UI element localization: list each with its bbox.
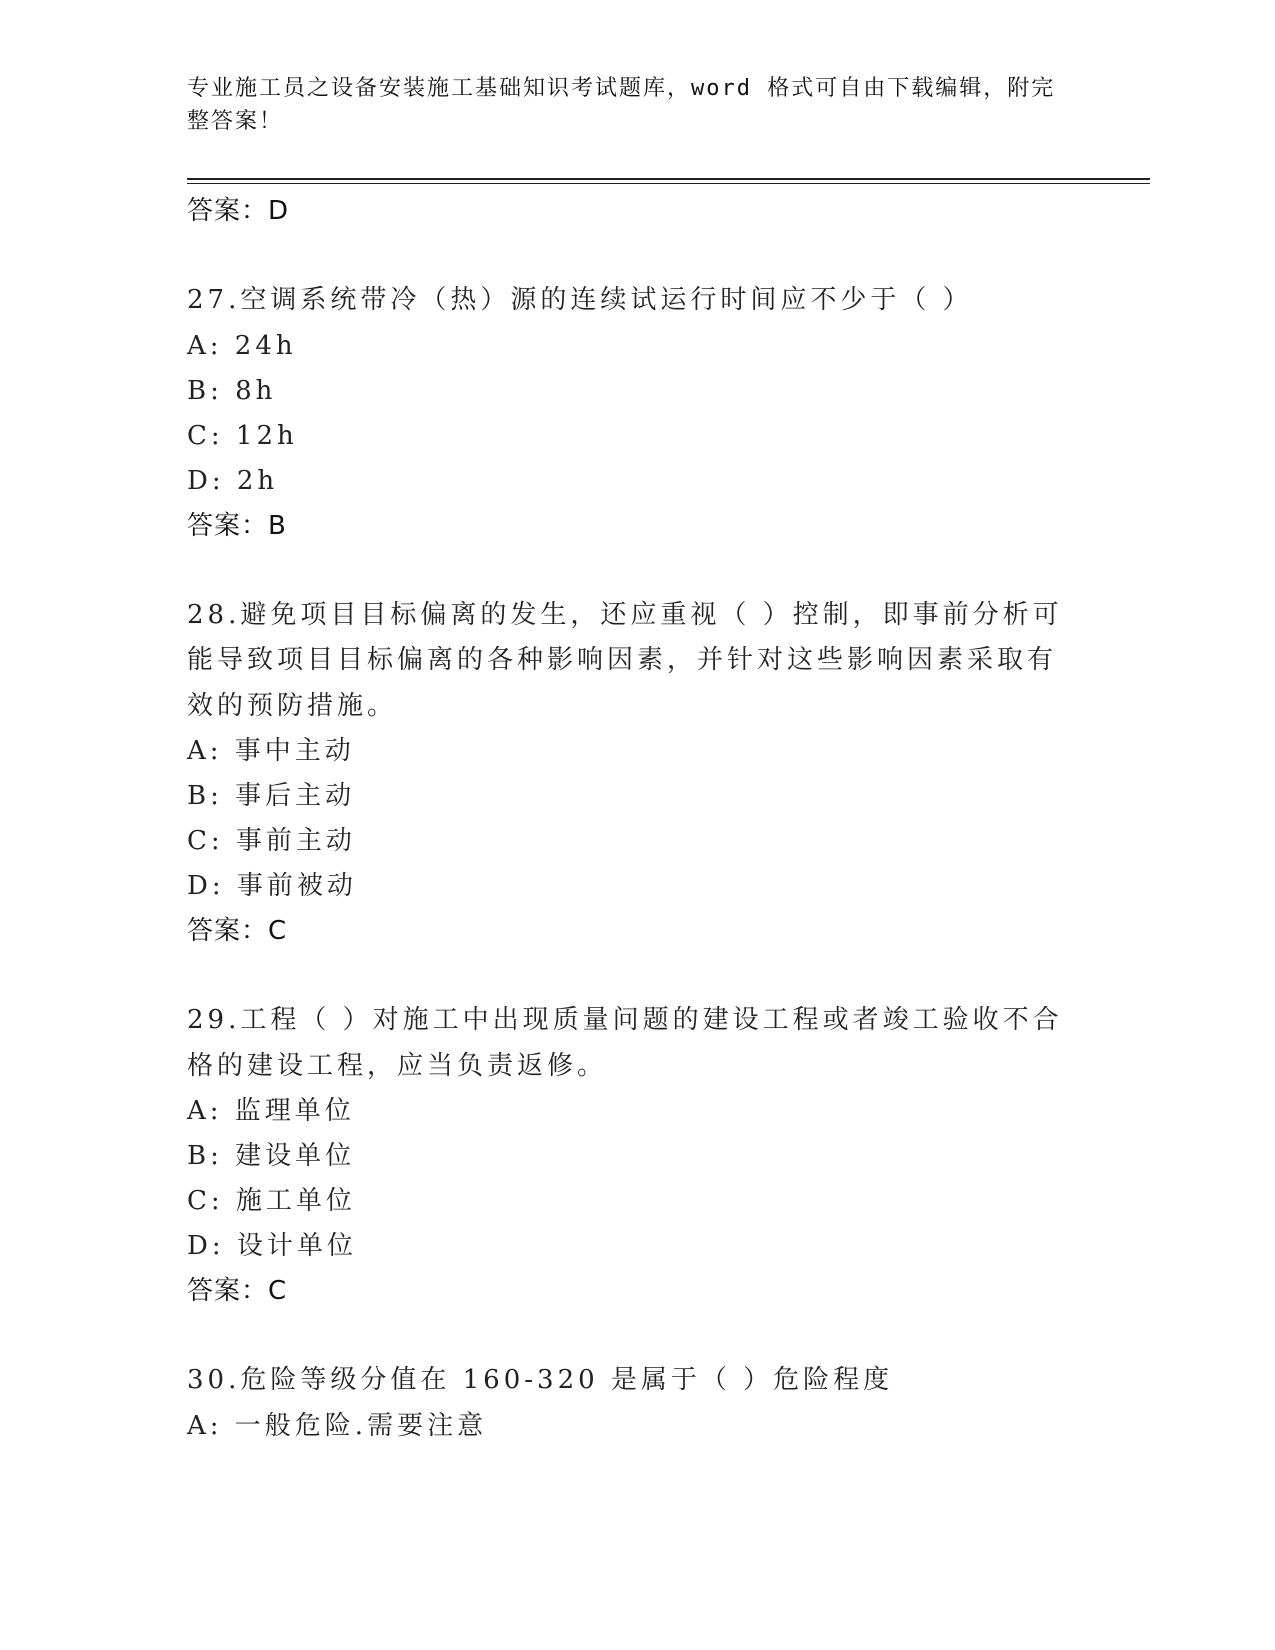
previous-answer: 答案：D bbox=[187, 196, 290, 226]
option-b: B: 8h bbox=[187, 375, 277, 406]
question-answer: 答案：C bbox=[187, 1276, 288, 1306]
question-stem: 30.危险等级分值在 160-320 是属于（ ）危险程度 bbox=[187, 1365, 894, 1395]
question-answer: 答案：C bbox=[187, 916, 288, 946]
question-28 bbox=[187, 593, 1067, 955]
question-list bbox=[187, 185, 1067, 1449]
question-30 bbox=[187, 1358, 1067, 1449]
question-stem: 29.工程（ ）对施工中出现质量问题的建设工程或者竣工验收不合格的建设工程，应当负责返修。 bbox=[187, 1005, 1063, 1081]
option-c: C: 事前主动 bbox=[187, 826, 356, 856]
header-divider-thick bbox=[187, 178, 1150, 180]
question-27 bbox=[187, 278, 1067, 549]
question-stem: 28.避免项目目标偏离的发生，还应重视（ ）控制，即事前分析可能导致项目目标偏离的各种影响因素，并针对这些影响因素采取有效的预防措施。 bbox=[187, 599, 1063, 721]
option-c: C: 施工单位 bbox=[187, 1186, 356, 1216]
option-a: A: 事中主动 bbox=[187, 736, 355, 766]
option-d: D: 2h bbox=[187, 465, 279, 496]
question-29 bbox=[187, 998, 1067, 1314]
question-answer: 答案：B bbox=[187, 510, 287, 541]
option-d: D: 设计单位 bbox=[187, 1231, 357, 1261]
option-b: B: 事后主动 bbox=[187, 781, 356, 811]
question-stem: 27.空调系统带冷（热）源的连续试运行时间应不少于（ ） bbox=[187, 285, 973, 315]
option-a: A: 监理单位 bbox=[187, 1096, 355, 1126]
option-c: C: 12h bbox=[187, 420, 298, 451]
option-b: B: 建设单位 bbox=[187, 1141, 356, 1171]
option-a: A: 24h bbox=[187, 330, 297, 361]
document-header: 专业施工员之设备安装施工基础知识考试题库，word 格式可自由下载编辑，附完整答案！ bbox=[187, 76, 1056, 134]
option-d: D: 事前被动 bbox=[187, 871, 357, 901]
option-a: A: 一般危险.需要注意 bbox=[187, 1410, 488, 1441]
header-divider-thin bbox=[187, 183, 1150, 184]
